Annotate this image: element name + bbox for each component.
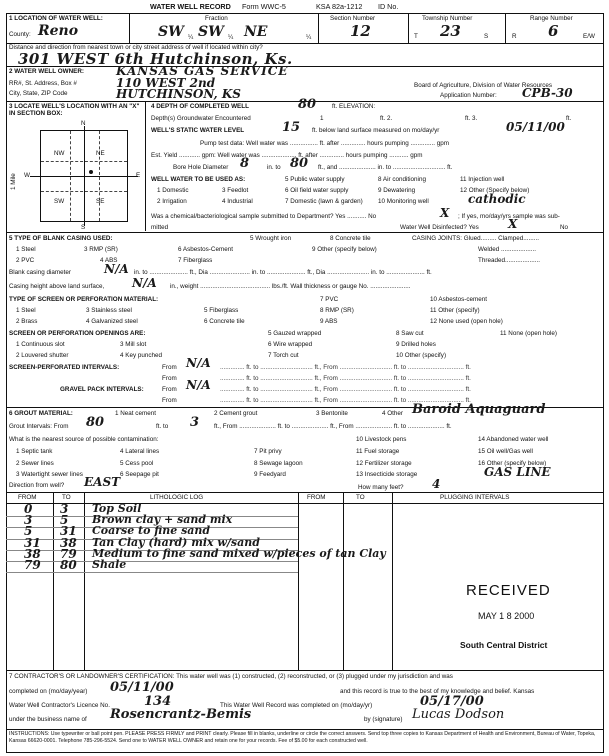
bore-diameter-value[interactable]: 8 <box>240 156 250 171</box>
contam-3[interactable]: 3 Watertight sewer lines <box>16 471 83 478</box>
use-option-1[interactable]: 1 Domestic <box>157 187 189 194</box>
form-number: Form WWC-5 <box>242 2 286 11</box>
divider <box>6 66 604 67</box>
log-row-to[interactable]: 38 <box>60 535 77 550</box>
casing-4[interactable]: 4 ABS <box>100 257 118 264</box>
log-header-to-2: TO <box>356 494 365 501</box>
opening-4[interactable]: 4 Key punched <box>120 352 163 359</box>
casing-1[interactable]: 1 Steel <box>16 246 36 253</box>
openings-label: SCREEN OR PERFORATION OPENINGS ARE: <box>9 330 146 337</box>
owner-value[interactable]: KANSAS GAS SERVICE <box>116 64 289 78</box>
township-t: T <box>414 33 418 40</box>
grout-other-value[interactable]: Baroid Aquaguard <box>412 402 546 417</box>
bore-diameter-label: Bore Hole Diameter <box>173 164 229 171</box>
grout-to-label: ft. to <box>156 423 169 430</box>
casing-height-value[interactable]: N/A <box>132 276 157 290</box>
baseline-line <box>30 176 138 177</box>
divider <box>505 13 506 43</box>
log-row-to[interactable]: 5 <box>60 513 69 528</box>
contamination-label: What is the nearest source of possible contamination: <box>9 436 159 443</box>
contam-16[interactable]: 16 Other (specify below) <box>478 460 547 467</box>
range-label: Range Number <box>530 15 573 22</box>
log-row-description[interactable]: Coarse to fine sand <box>92 524 211 538</box>
disinfected-label: Water Well Disinfected? Yes <box>400 224 479 231</box>
gravel-pack-from-2: From <box>162 397 177 404</box>
chem-sample-suffix: ; If yes, mo/day/yrs sample was sub- <box>458 213 560 220</box>
contam-7[interactable]: 7 Pit privy <box>254 448 282 455</box>
groundwater-3: ft. 3. <box>465 115 478 122</box>
use-other-value[interactable]: cathodic <box>468 192 526 206</box>
screen-11[interactable]: 11 Other (specify) <box>430 307 480 314</box>
section-6-label: 6 GROUT MATERIAL: <box>9 410 73 417</box>
log-row-description[interactable]: Medium to fine sand mixed w/pieces of tan Clay <box>92 546 386 560</box>
quarter-3[interactable]: NE <box>244 24 268 40</box>
log-row-from[interactable]: 3 <box>24 513 33 528</box>
groundwater-label: Depth(s) Groundwater Encountered <box>151 115 251 122</box>
casing-6[interactable]: 6 Asbestos-Cement <box>178 246 233 253</box>
elevation-label: ft. ELEVATION: <box>332 103 376 110</box>
use-option-12[interactable]: 12 Other (Specify below) <box>460 187 530 194</box>
divider <box>298 492 299 670</box>
received-date: MAY 1 8 2000 <box>478 611 535 621</box>
signature[interactable]: Lucas Dodson <box>412 707 505 722</box>
quarter-symbol: ¼ <box>306 34 312 41</box>
static-level-date[interactable]: 05/11/00 <box>506 120 565 134</box>
contam-2[interactable]: 2 Sewer lines <box>16 460 54 467</box>
disinfected-no: No <box>560 224 569 231</box>
casing-2[interactable]: 2 PVC <box>16 257 35 264</box>
est-yield-line: Est. Yield ............ gpm: Well water was .................... ft. after .............. hours pumping ........... gpm <box>151 152 423 159</box>
signature-label: by (signature) <box>364 716 403 723</box>
how-many-feet-label: How many feet? <box>358 484 404 491</box>
divider <box>408 13 409 43</box>
groundwater-1: 1 <box>320 115 324 122</box>
use-option-6[interactable]: 6 Oil field water supply <box>285 187 349 194</box>
divider <box>343 492 344 670</box>
owner-address-value[interactable]: 110 WEST 2nd <box>116 76 216 90</box>
log-row-from[interactable]: 0 <box>24 502 33 516</box>
divider <box>6 232 604 233</box>
chem-sample-line: Was a chemical/bacteriological sample submitted to Department? Yes ........... No <box>151 213 377 220</box>
opening-6[interactable]: 6 Wire wrapped <box>268 341 313 348</box>
se-label: SE <box>96 198 105 205</box>
opening-9[interactable]: 9 Drilled holes <box>396 341 436 348</box>
use-option-8[interactable]: 8 Air conditioning <box>378 176 426 183</box>
casing-joints: CASING JOINTS: Glued......... Clamped......... <box>412 235 540 242</box>
divider <box>6 670 604 671</box>
contam-12[interactable]: 12 Fertilizer storage <box>356 460 412 467</box>
township-label: Township Number <box>422 15 473 22</box>
use-option-9[interactable]: 9 Dewatering <box>378 187 416 194</box>
log-row-from[interactable]: 31 <box>24 535 41 550</box>
casing-diameter-rest: in. to ...................... ft., Dia ....................... in. to ...................... ft., Dia ........................ in. to ...................... ft. <box>134 269 432 276</box>
log-row-line <box>6 572 298 573</box>
disinfected-mark[interactable]: X <box>508 217 518 231</box>
screen-intervals-label: SCREEN-PERFORATED INTERVALS: <box>9 364 120 371</box>
use-option-11[interactable]: 11 Injection well <box>460 176 505 183</box>
grout-to-value[interactable]: 3 <box>190 415 200 430</box>
casing-welded: Welded .................... <box>478 246 536 253</box>
casing-height-rest: in., weight ........................................ lbs./ft. Wall thickness or gauge No. ....................... <box>170 283 411 290</box>
casing-diameter-value[interactable]: N/A <box>104 262 129 276</box>
screen-5[interactable]: 5 Fiberglass <box>204 307 239 314</box>
screen-1[interactable]: 1 Steel <box>16 307 36 314</box>
received-stamp: RECEIVED <box>466 582 551 599</box>
application-number-label: Application Number: <box>440 92 497 99</box>
nw-label: NW <box>54 150 65 157</box>
gravel-pack-rest: .............. ft. to .............................. ft., From .............................. ft. to ................................ ft. <box>220 386 471 393</box>
grout-1[interactable]: 1 Neat cement <box>115 410 156 417</box>
water-use-label: WELL WATER TO BE USED AS: <box>151 176 246 183</box>
screen-7[interactable]: 7 PVC <box>320 296 339 303</box>
screen-material-label: TYPE OF SCREEN OR PERFORATION MATERIAL: <box>9 296 159 303</box>
divider <box>6 729 604 730</box>
log-row-description[interactable]: Tan Clay (hard) mix w/sand <box>92 535 260 549</box>
log-row-from[interactable]: 79 <box>24 558 41 572</box>
contam-14[interactable]: 14 Abandoned water well <box>478 436 549 443</box>
chem-no-mark[interactable]: X <box>440 206 450 220</box>
divider <box>53 492 54 670</box>
groundwater-2: ft. 2. <box>380 115 393 122</box>
log-row-to[interactable]: 79 <box>60 546 77 561</box>
screen-3[interactable]: 3 Stainless steel <box>86 307 132 314</box>
divider <box>129 13 130 43</box>
pump-test-line: Pump test data: Well water was ................ ft. after .............. hours pumping .............. gpm <box>200 140 450 147</box>
log-row-to[interactable]: 31 <box>60 524 77 539</box>
casing-7[interactable]: 7 Fiberglass <box>178 257 213 264</box>
contam-9[interactable]: 9 Feedyard <box>254 471 286 478</box>
section-2-label: 2 WATER WELL OWNER: <box>9 68 84 75</box>
use-option-7[interactable]: 7 Domestic (lawn & garden) <box>285 198 363 205</box>
static-level-label: WELL'S STATIC WATER LEVEL <box>151 127 245 134</box>
screen-4[interactable]: 4 Galvanized steel <box>86 318 138 325</box>
business-name-value[interactable]: Rosencrantz-Bemis <box>110 707 252 722</box>
log-row-description[interactable]: Shale <box>92 558 127 571</box>
screen-6[interactable]: 6 Concrete tile <box>204 318 245 325</box>
licence-value[interactable]: 134 <box>144 694 172 709</box>
quarter-symbol: ¼ <box>188 34 194 41</box>
instructions: INSTRUCTIONS: Use typewriter or ball point pen. PLEASE PRESS FIRMLY and PRINT clearly. Please fill in blanks, underline or circle the correct answers. Send top three copies to Kansas Department of Health and Environment, Bureau of Water, Topeka, Kansas 66620-0001. Telephone 785-296-5524. Send one to WATER WELL OWNER and retain one for your records. Fee of $5.00 for each constructed well. <box>9 731 596 744</box>
grout-from-value[interactable]: 80 <box>86 415 105 430</box>
log-row-to[interactable]: 3 <box>60 502 69 516</box>
certification-line-2: and this record is true to the best of my knowledge and belief. Kansas <box>340 688 535 695</box>
depth-value[interactable]: 80 <box>298 97 317 112</box>
mile-label: 1 Mile <box>10 173 17 190</box>
west-label: W <box>24 172 30 179</box>
log-row-from[interactable]: 38 <box>24 546 41 561</box>
section-3-label: 3 LOCATE WELL'S LOCATION WITH AN "X" IN SECTION BOX: <box>9 103 140 118</box>
grout-2[interactable]: 2 Cement grout <box>214 410 258 417</box>
grout-intervals-label: Grout Intervals: From <box>9 423 69 430</box>
contam-5[interactable]: 5 Cess pool <box>120 460 154 467</box>
submitted-label: mitted <box>151 224 169 231</box>
direction-label: Direction from well? <box>9 482 65 489</box>
licence-label: Water Well Contractor's Licence No. <box>9 702 110 709</box>
contam-4[interactable]: 4 Lateral lines <box>120 448 160 455</box>
application-number-value[interactable]: CPB-30 <box>522 86 573 100</box>
form-title: WATER WELL RECORD <box>150 2 231 11</box>
section-4-label: 4 DEPTH OF COMPLETED WELL <box>151 103 249 110</box>
divider <box>6 492 604 493</box>
casing-3[interactable]: 3 RMP (SR) <box>84 246 118 253</box>
screen-intervals-rest: .............. ft. to .............................. ft., From .............................. ft. to ................................ ft. <box>220 364 471 371</box>
log-row-from[interactable]: 5 <box>24 524 33 539</box>
range-r: R <box>512 33 517 40</box>
bore-ft-rest: ft., and ..................... in. to .............................. ft. <box>318 164 453 171</box>
county-value[interactable]: Reno <box>38 23 79 39</box>
opening-2[interactable]: 2 Louvered shutter <box>16 352 69 359</box>
received-district: South Central District <box>460 640 548 650</box>
screen-10[interactable]: 10 Asbestos-cement <box>430 296 488 303</box>
gravel-pack-rest-2: .............. ft. to .............................. ft., From .............................. ft. to ................................ ft. <box>220 397 471 404</box>
quarter-2[interactable]: SW <box>198 24 224 40</box>
use-option-2[interactable]: 2 Irrigation <box>157 198 187 205</box>
completed-on-label: completed on (mo/day/year) <box>9 688 88 695</box>
casing-height-label: Casing height above land surface, <box>9 283 105 290</box>
use-option-4[interactable]: 4 Industrial <box>222 198 253 205</box>
section-5-label: 5 TYPE OF BLANK CASING USED: <box>9 235 113 242</box>
quarter-1[interactable]: SW <box>158 24 184 40</box>
quarter-symbol: ¼ <box>228 34 234 41</box>
north-label: N <box>81 120 86 127</box>
screen-2[interactable]: 2 Brass <box>16 318 38 325</box>
log-row-description[interactable]: Brown clay + sand mix <box>92 513 233 527</box>
section-number-label: Section Number <box>330 15 376 22</box>
screen-intervals-from: From <box>162 364 177 371</box>
casing-diameter-label: Blank casing diameter <box>9 269 71 276</box>
opening-10[interactable]: 10 Other (specify) <box>396 352 447 359</box>
section-number-value[interactable]: 12 <box>350 22 371 40</box>
divider <box>145 101 146 231</box>
range-value[interactable]: 6 <box>548 22 559 40</box>
fraction-label: Fraction <box>205 15 228 22</box>
divider <box>84 492 85 670</box>
casing-5[interactable]: 5 Wrought iron <box>250 235 292 242</box>
static-level-suffix: ft. below land surface measured on mo/day/yr <box>312 127 440 134</box>
screen-9[interactable]: 9 ABS <box>320 318 338 325</box>
use-option-5[interactable]: 5 Public water supply <box>285 176 345 183</box>
completed-on-value[interactable]: 05/11/00 <box>110 680 174 695</box>
well-location-marker <box>89 170 93 174</box>
grout-4[interactable]: 4 Other <box>382 410 403 417</box>
east-label: E <box>136 172 141 179</box>
county-label: County: <box>9 31 31 38</box>
divider <box>392 492 393 670</box>
range-ew: E/W <box>583 33 595 40</box>
contam-11[interactable]: 11 Fuel storage <box>356 448 400 455</box>
south-label: S <box>81 224 86 231</box>
screen-intervals-rest-2: .............. ft. to .............................. ft., From .............................. ft. to ................................ ft. <box>220 375 471 382</box>
log-header-lithologic: LITHOLOGIC LOG <box>150 494 204 501</box>
board-label: Board of Agriculture, Division of Water Resources <box>414 82 553 89</box>
casing-8[interactable]: 8 Concrete tile <box>330 235 371 242</box>
sw-label: SW <box>54 198 65 205</box>
grout-3[interactable]: 3 Bentonite <box>316 410 348 417</box>
id-number-label: ID No. <box>378 2 399 11</box>
opening-7[interactable]: 7 Torch cut <box>268 352 299 359</box>
screen-intervals-value[interactable]: N/A <box>186 356 211 370</box>
address-value[interactable]: 301 WEST 6th Hutchinson, Ks. <box>18 50 293 68</box>
township-s: S <box>484 33 489 40</box>
grout-intervals-rest: ft., From ..................... ft. to ..................... ft., From ..................... ft. to ..................... ft. <box>214 423 452 430</box>
contam-10[interactable]: 10 Livestock pens <box>356 436 407 443</box>
city-label: City, State, ZIP Code <box>9 90 68 97</box>
opening-8[interactable]: 8 Saw cut <box>396 330 424 337</box>
log-row-description[interactable]: Top Soil <box>92 502 142 515</box>
static-level-value[interactable]: 15 <box>282 120 301 135</box>
business-name-label: under the business name of <box>9 716 87 723</box>
how-many-feet-value[interactable]: 4 <box>432 477 441 491</box>
opening-5[interactable]: 5 Gauzed wrapped <box>268 330 322 337</box>
log-header-to: TO <box>62 494 71 501</box>
log-row-line <box>6 561 298 562</box>
bore-in-to: in. to <box>267 164 281 171</box>
casing-threaded: Threaded.................... <box>478 257 540 264</box>
bore-depth-value[interactable]: 80 <box>290 156 309 171</box>
contam-15[interactable]: 15 Oil well/Gas well <box>478 448 533 455</box>
contam-13[interactable]: 13 Insecticide storage <box>356 471 418 478</box>
township-value[interactable]: 23 <box>440 22 461 40</box>
log-header-from: FROM <box>18 494 37 501</box>
owner-city-value[interactable]: HUTCHINSON, KS <box>116 87 241 101</box>
contam-6[interactable]: 6 Seepage pit <box>120 471 159 478</box>
address-label: RR#, St. Address, Box # <box>9 80 77 87</box>
log-row-to[interactable]: 80 <box>60 558 77 572</box>
gravel-pack-value[interactable]: N/A <box>186 378 211 392</box>
direction-value[interactable]: EAST <box>84 475 121 489</box>
gravel-pack-label: GRAVEL PACK INTERVALS: <box>60 386 144 393</box>
screen-8[interactable]: 8 RMP (SR) <box>320 307 354 314</box>
screen-intervals-from-2: From <box>162 375 177 382</box>
certification-line-1: 7 CONTRACTOR'S OR LANDOWNER'S CERTIFICATION: This water well was (1) constructed, (2) reconstructed, or (3) plugged under my jurisdiction and was <box>9 673 453 680</box>
record-completed-value[interactable]: 05/17/00 <box>420 694 484 709</box>
contam-1[interactable]: 1 Septic tank <box>16 448 53 455</box>
groundwater-ft: ft. <box>566 115 572 122</box>
contam-other-value[interactable]: GAS LINE <box>484 465 551 479</box>
distance-label: Distance and direction from nearest town or city street address of well if located within city? <box>9 44 263 51</box>
ne-label: NE <box>96 150 105 157</box>
use-option-10[interactable]: 10 Monitoring well <box>378 198 429 205</box>
contam-8[interactable]: 8 Sewage lagoon <box>254 460 303 467</box>
section-1-label: 1 LOCATION OF WATER WELL: <box>9 15 103 22</box>
log-header-from-2: FROM <box>307 494 326 501</box>
screen-12[interactable]: 12 None used (open hole) <box>430 318 503 325</box>
opening-3[interactable]: 3 Mill slot <box>120 341 147 348</box>
ksa-reference: KSA 82a-1212 <box>316 2 363 11</box>
opening-1[interactable]: 1 Continuous slot <box>16 341 65 348</box>
opening-11[interactable]: 11 None (open hole) <box>500 330 557 337</box>
log-header-plugging: PLUGGING INTERVALS <box>440 494 510 501</box>
gravel-pack-from: From <box>162 386 177 393</box>
casing-9[interactable]: 9 Other (specify below) <box>312 246 377 253</box>
use-option-3[interactable]: 3 Feedlot <box>222 187 249 194</box>
record-completed-label: This Water Well Record was completed on (mo/day/yr) <box>220 702 373 709</box>
divider <box>318 13 319 43</box>
